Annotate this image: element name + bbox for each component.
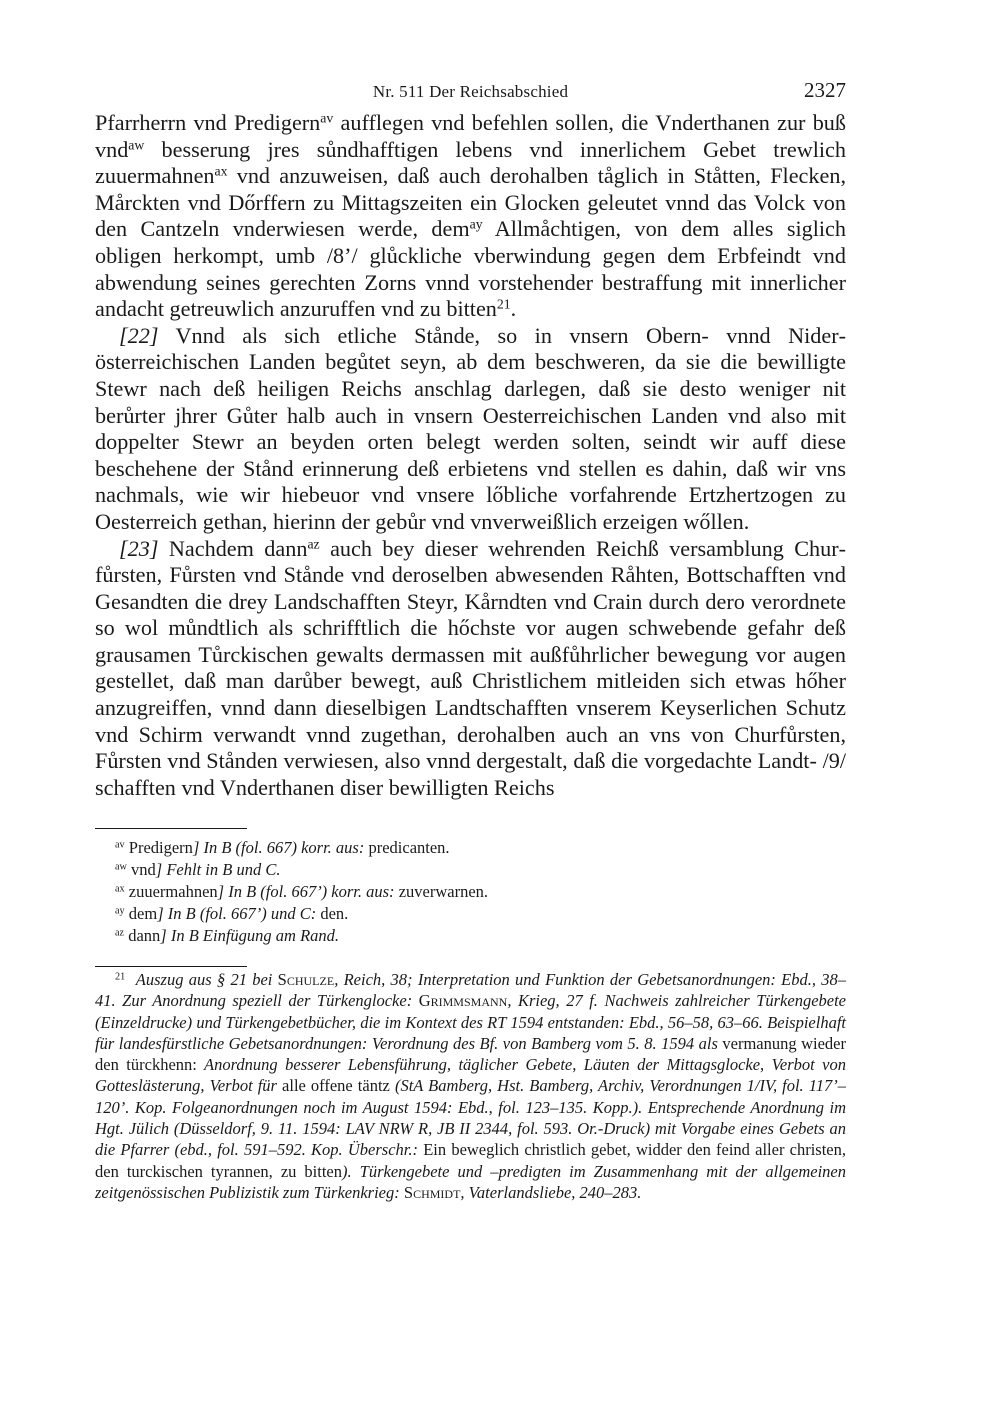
footnotes bbox=[95, 966, 846, 1203]
apparatus-mark: az bbox=[115, 927, 125, 939]
footnote-text: , Krieg, 27 f. Nachweis zahlreicher Türkengebete (Einzeldrucke) und Türkengebetbücher, die im Kontext des RT 1594 entstanden: Ebd., 56–58, 63–66. Beispielhaft für landesfürstliche Gebetsanordnungen: Verordnung des Bf. von Bamberg vom 5. 8. 1594 als bbox=[95, 991, 846, 1053]
footnote-text: (StA Bamberg, Hst. Bamberg, Archiv, Verordnungen 1/IV, fol. 117’–120’. Kop. Folgeanordnungen noch im August 1594: Ebd., fol. 123–135. Kopp.). Entsprechende Anordnung im Hgt. Jülich (Düsseldorf, 9. 11. 1594: LAV NRW R, JB II 2344, fol. 593. Or.-Druck) mit Vorgabe eines Gebets an die Pfarrer (ebd., fol. 591–592. Kop. Überschr.: bbox=[95, 1076, 846, 1160]
footnote-rule bbox=[95, 966, 247, 967]
apparatus-entry bbox=[95, 837, 846, 859]
apparatus-mark: aw bbox=[128, 137, 145, 153]
apparatus-mark: az bbox=[307, 535, 320, 551]
footnote-text: Anordnung besserer Lebensführung, täglicher Gebete, Läuten der Mittagsglocke, Verbot von Gotteslästerung, Verbot für bbox=[95, 1055, 846, 1096]
apparatus-note: ] In B (fol. 667’) und C: bbox=[157, 904, 321, 923]
lemma: dem bbox=[128, 904, 158, 923]
text-run: Pfarrherrn vnd Predigern bbox=[95, 110, 321, 135]
paragraph-number: [22] bbox=[119, 322, 159, 348]
paragraph-continuation bbox=[95, 110, 846, 323]
text-run: Allmåchtigen, von dem alles siglich obligen herkompt, umb /8’/ glůckliche vberwindung gegen dem Erbfeindt vnd abwendung seines gerechten Zorns vnnd vorstehender bestraffung mit innerlicher andacht getreuwlich anzuruffen vnd zu bitten bbox=[95, 216, 846, 322]
text-run: auch bey dieser wehrenden Reichß versamblung Churfůrsten, Fůrsten vnd Stånde vnd deroselben abwesenden Råhten, Bottschafften vnd Gesandten die drey Landschafften Steyr, Kårndten vnd Crain durch dero verordnete so wol můndtlich als schrifftlich die hőchste vor augen schwebende gefahr deß grausamen Tůrckischen gewalts dermassen mit außfůhrlicher bewegung vor augen gestellet, daß man darůber bewegt, auß Christlichem mitleiden sich etwas hőher anzugreiffen, vnnd dann dieselbigen Landtschafften vnserem Keyserlichen Schutz vnd Schirm verwandt vnnd zugethan, derohalben auch an vns von Churfůrsten, Fůrsten vnd Stånden verwiesen, also vnnd dergestalt, daß die vorgedachte Landt- /9/ schafften vnd Vnderthanen diser bewilligten Reichs bbox=[95, 535, 846, 800]
footnote-mark: 21 bbox=[496, 296, 511, 312]
running-title: Nr. 511 Der Reichsabschied bbox=[372, 82, 569, 101]
page-number: 2327 bbox=[804, 78, 846, 102]
paragraph-23 bbox=[95, 536, 846, 802]
text-run: Nachdem dann bbox=[158, 535, 308, 561]
apparatus-mark: ay bbox=[469, 216, 483, 232]
lemma: zuuermahnen bbox=[128, 882, 218, 901]
text-run: aufflegen vnd befehlen sollen, die Vnderthanen zur buß vnd bbox=[95, 110, 846, 162]
lemma: Predigern bbox=[128, 838, 193, 857]
variant-reading: predicanten. bbox=[368, 838, 450, 857]
footnote-number: 21 bbox=[115, 971, 126, 983]
apparatus-note: ] In B (fol. 667’) korr. aus: bbox=[217, 882, 399, 901]
apparatus-note: ] In B (fol. 667) korr. aus: bbox=[192, 838, 369, 857]
quoted-source: Ein beweglich christlich gebet, widder den feind aller christen, den turckischen tyrannen, zu bitten bbox=[95, 1140, 847, 1181]
author-name: Grimmsmann bbox=[418, 991, 508, 1011]
apparatus-mark: ay bbox=[115, 905, 125, 917]
main-text bbox=[95, 110, 846, 801]
page-header bbox=[95, 78, 846, 110]
quoted-source: alle offene täntz bbox=[282, 1076, 390, 1096]
text-run: . bbox=[510, 296, 517, 322]
variant-reading: zuverwarnen. bbox=[398, 882, 489, 901]
text-run: Vnnd als sich etliche Stånde, so in vnsern Obern- vnnd Niderösterreichischen Landen begůtet seyn, ab dem beschweren, da sie die bewilligte Stewr nach deß heiligen Reichs anschlag darlegen, daß sie desto weniger nit berůrter jhrer Gůter halb auch in vnsern Oesterreichischen Landen vnd also mit doppelter Stewr an beyden orten belegt werden solten, seindt wir auff diese beschehene der Stånd erinnerung deß erbietens vnd stellen es dahin, daß wir vns nachmals, wie wir hiebeuor vnd vnsere lőbliche vorfahrende Ertzhertzogen zu Oesterreich gethan, hierinn der gebůr vnd vnverweißlich erzeigen wőllen. bbox=[95, 322, 846, 534]
author-name: Schmidt bbox=[403, 1182, 461, 1202]
apparatus-entry bbox=[95, 925, 846, 947]
text-run: vnd anzuweisen, daß auch derohalben tåglich in Ståtten, Flecken, Mårckten vnd Dőrffern zu Mittagszeiten ein Glocken geleutet vnnd das Volck von den Cantzeln vnderwiesen werde, dem bbox=[95, 163, 846, 242]
apparatus-mark: av bbox=[115, 839, 125, 851]
critical-apparatus bbox=[95, 828, 846, 947]
lemma: dann bbox=[128, 926, 161, 945]
footnote-text: ). Türkengebete und –predigten im Zusammenhang mit der allgemeinen zeitgenössischen Publizistik zum Türkenkrieg: bbox=[95, 1161, 846, 1202]
paragraph-22 bbox=[95, 323, 846, 536]
apparatus-mark: av bbox=[320, 110, 334, 126]
author-name: Schulze bbox=[277, 970, 335, 989]
apparatus-entry bbox=[95, 859, 846, 881]
apparatus-mark: ax bbox=[115, 883, 125, 895]
paragraph-number: [23] bbox=[119, 535, 159, 561]
page-content bbox=[95, 78, 846, 801]
apparatus-note: ] Fehlt in B und C. bbox=[155, 860, 281, 879]
apparatus-rule bbox=[95, 828, 247, 829]
footnote-text: , Reich, 38; Interpretation und Funktion der Gebetsanordnungen: Ebd., 38–41. Zur Anordnung speziell der Türkenglocke: bbox=[95, 970, 847, 1011]
apparatus-entry bbox=[95, 881, 846, 903]
apparatus-mark: aw bbox=[115, 861, 127, 873]
footnote-21 bbox=[95, 969, 846, 1203]
variant-reading: den. bbox=[320, 904, 349, 923]
lemma: vnd bbox=[131, 860, 156, 879]
footnote-text: , Vaterlandsliebe, 240–283. bbox=[460, 1182, 642, 1202]
text-run: besserung jres sůndhafftigen lebens vnd innerlichem Gebet trewlich zuuermahnen bbox=[95, 136, 846, 189]
quoted-source: vermanung wieder den türckhenn: bbox=[95, 1033, 846, 1075]
apparatus-entry bbox=[95, 903, 846, 925]
apparatus-note: ] In B Einfügung am Rand. bbox=[160, 926, 340, 945]
apparatus-mark: ax bbox=[214, 163, 228, 179]
footnote-text: Auszug aus § 21 bei bbox=[135, 970, 278, 989]
